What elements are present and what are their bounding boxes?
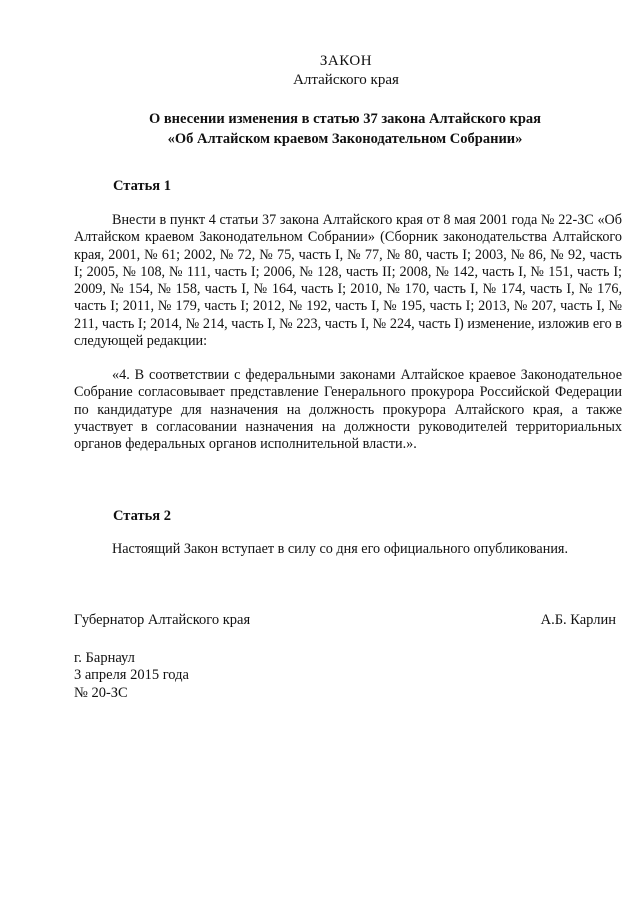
article-1-quote-paragraph: «4. В соответствии с федеральными законами Алтайское краевое Законодательное Собрание согласовывает представление Генерального прокурора Российской Федерации по кандидатуре для назначения на должность прокурора Алтайского края, а также участвует в согласовании назначения на должности руководителей территориальных органов федеральных органов исполнительной власти.». [74,367,622,453]
article-1-quote [74,367,622,453]
document-heading [120,109,570,149]
article-2-body [74,541,622,558]
place-date-block [74,650,189,702]
article-1-body [74,212,622,350]
place: г. Барнаул [74,650,135,666]
article-1-title: Статья 1 [113,178,171,194]
law-title: ЗАКОН [319,53,373,69]
document-heading-line1: О внесении изменения в статью 37 закона Алтайского края [148,111,542,127]
article-2-paragraph: Настоящий Закон вступает в силу со дня его официального опубликования. [112,541,568,557]
law-region: Алтайского края [293,72,399,88]
date: 3 апреля 2015 года [74,667,189,684]
signatory-name: А.Б. Карлин [540,612,616,628]
article-2-title: Статья 2 [113,508,171,524]
article-1-paragraph: Внести в пункт 4 статьи 37 закона Алтайского края от 8 мая 2001 года № 22-ЗС «Об Алтайском краевом Законодательном Собрании» (Сборник законодательства Алтайского края, 2001, № 61; 2002, № 72, № 75, часть I, № 77, № 80, часть I; 2003, № 86, № 92, часть I; 2005, № 108, № 111, часть I; 2006, № 128, часть II; 2008, № 142, часть I, № 151, часть I; 2009, № 154, № 158, часть I, № 164, часть I; 2010, № 170, часть I, № 174, часть I, № 176, часть I; 2011, № 179, часть I; 2012, № 192, часть I, № 195, часть I; 2013, № 207, часть I, № 211, часть I; 2014, № 214, часть I, № 223, часть I, № 224, часть I) изменение, изложив его в следующей редакции: [74,212,622,350]
document-heading-line2: «Об Алтайском краевом Законодательном Собрании» [167,131,523,147]
signatory-position: Губернатор Алтайского края [74,612,251,628]
law-number: № 20-ЗС [74,684,128,701]
